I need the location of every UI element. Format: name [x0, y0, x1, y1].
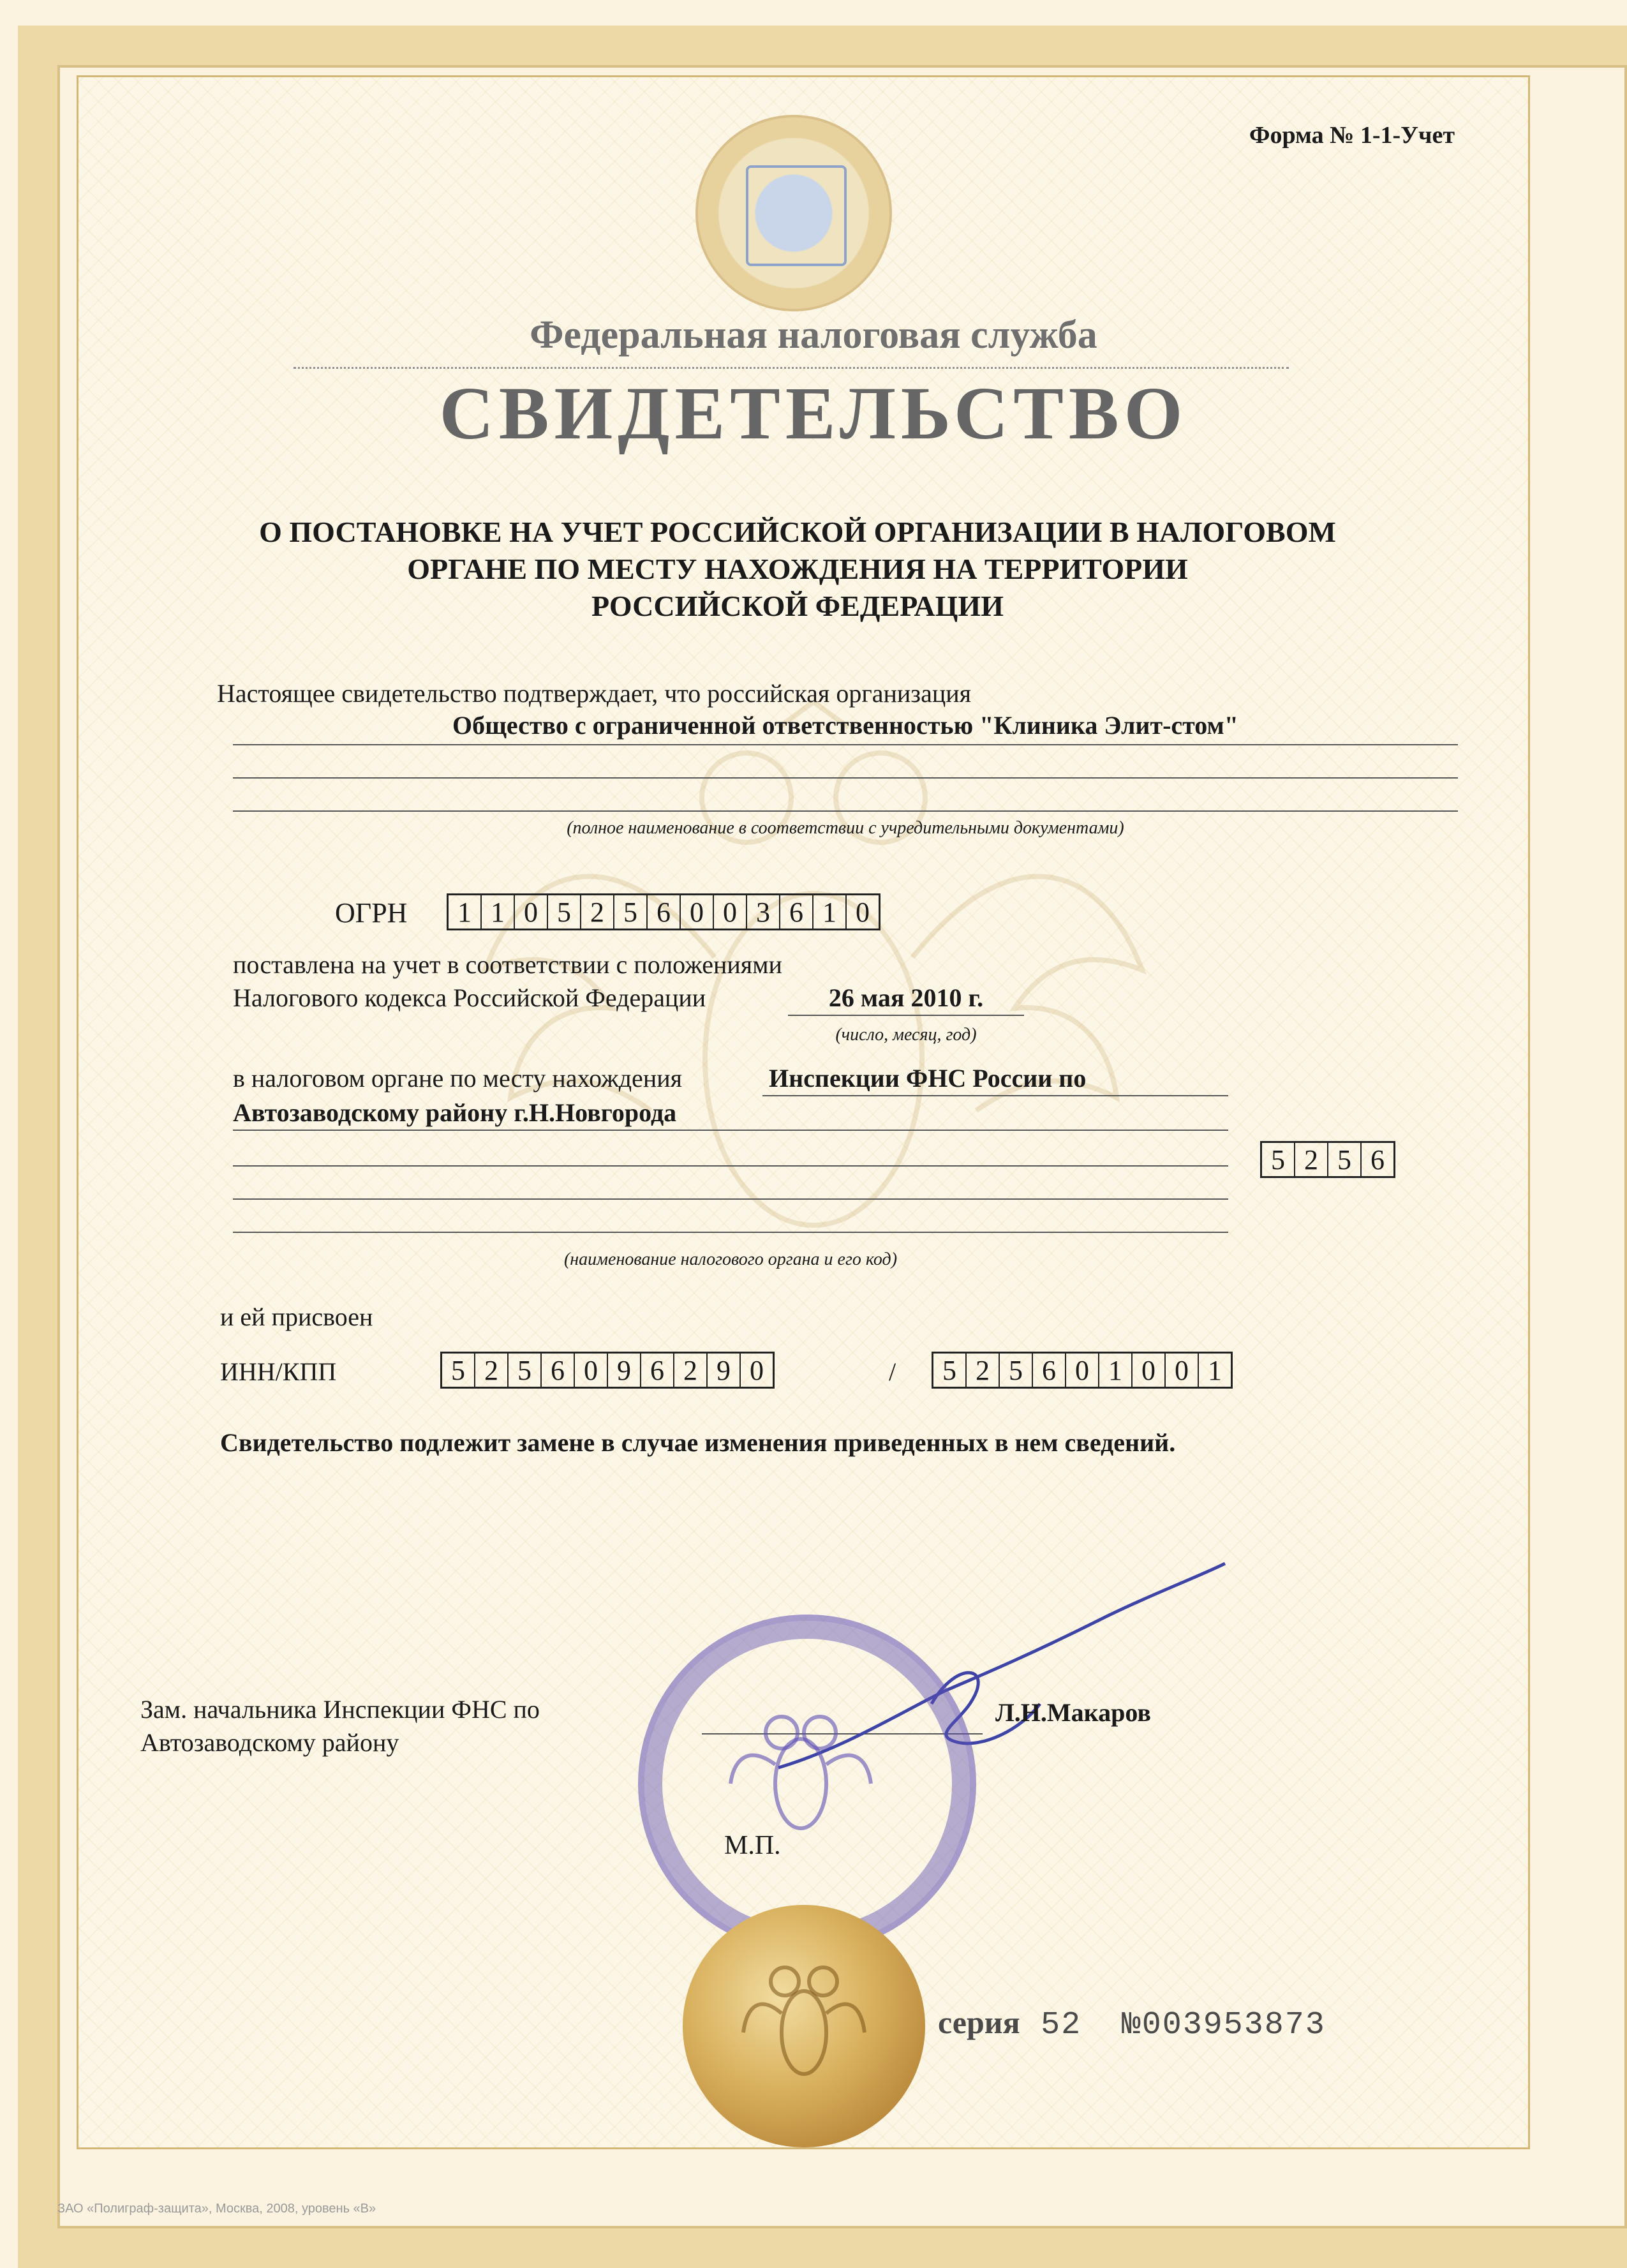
signatory-position-line-1: Зам. начальника Инспекции ФНС по: [140, 1695, 540, 1724]
subtitle-line-2: ОРГАНЕ ПО МЕСТУ НАХОЖДЕНИЯ НА ТЕРРИТОРИИ: [407, 553, 1188, 585]
tax-office-line-1: Инспекции ФНС России по: [769, 1064, 1087, 1093]
inn-kpp-label: ИНН/КПП: [220, 1357, 337, 1386]
org-line-3: [233, 810, 1458, 812]
ogrn-cells: [447, 893, 880, 930]
inn-kpp-separator: /: [889, 1357, 896, 1386]
tax-office-line-2: Автозаводскому району г.Н.Новгорода: [233, 1098, 677, 1127]
subtitle-line-1: О ПОСТАНОВКЕ НА УЧЕТ РОССИЙСКОЙ ОРГАНИЗАЦИИ В НАЛОГОВОМ: [259, 516, 1336, 548]
inn-digit: 9: [608, 1354, 641, 1387]
inn-digit: 0: [750, 1355, 764, 1386]
ogrn-digit: 5: [548, 895, 581, 929]
subtitle-line-3: РОССИЙСКОЙ ФЕДЕРАЦИИ: [591, 590, 1004, 622]
org-name-note: (полное наименование в соответствии с учредительными документами): [567, 818, 1124, 838]
ogrn-digit: 0: [714, 895, 747, 929]
hologram-emblem-icon: [695, 115, 892, 311]
kpp-digit: 2: [967, 1354, 1000, 1387]
tax-office-code-digit: 2: [1295, 1143, 1328, 1176]
org-line-2: [233, 777, 1458, 779]
kpp-digit: 5: [1000, 1354, 1033, 1387]
document-subtitle: [191, 514, 1404, 625]
printer-info: ЗАО «Полиграф-защита», Москва, 2008, уровень «В»: [57, 2202, 376, 2216]
tax-office-code-digit: 5: [1262, 1143, 1295, 1176]
registered-line-1: поставлена на учет в соответствии с положениями: [233, 950, 782, 979]
ogrn-digit: 0: [515, 895, 548, 929]
series-number: [938, 2004, 1326, 2043]
tax-office-underline-4: [233, 1198, 1228, 1200]
kpp-digit: 1: [1208, 1355, 1222, 1386]
certificate-number: №003953873: [1121, 2007, 1326, 2043]
ogrn-label: ОГРН: [335, 897, 408, 929]
kpp-digit: 6: [1033, 1354, 1066, 1387]
registered-line-2: Налогового кодекса Российской Федерации: [233, 983, 706, 1012]
tax-office-underline-5: [233, 1232, 1228, 1233]
date-line: [788, 1015, 1024, 1016]
intro-text: Настоящее свидетельство подтверждает, что российская организация: [217, 679, 972, 708]
replacement-notice: Свидетельство подлежит замене в случае изменения приведенных в нем сведений.: [220, 1428, 1176, 1457]
ogrn-digit: 1: [482, 895, 515, 929]
ogrn-digit: 6: [780, 895, 814, 929]
tax-office-label: в налоговом органе по месту нахождения: [233, 1064, 683, 1093]
inn-digit: 5: [442, 1354, 475, 1387]
inn-digit: 6: [542, 1354, 575, 1387]
inn-digit: 6: [641, 1354, 674, 1387]
tax-office-code-digit: 5: [1328, 1143, 1362, 1176]
kpp-digit: 0: [1166, 1354, 1199, 1387]
date-note: (число, месяц, год): [835, 1025, 977, 1045]
agency-name: Федеральная налоговая служба: [530, 313, 1097, 357]
tax-office-code-cells: [1260, 1141, 1395, 1178]
tax-office-code-digit: 6: [1371, 1144, 1385, 1175]
organization-name: Общество с ограниченной ответственностью "Клиника Элит-стом": [452, 711, 1238, 740]
kpp-digit: 1: [1099, 1354, 1133, 1387]
tax-office-underline-3: [233, 1165, 1228, 1167]
kpp-digit: 0: [1133, 1354, 1166, 1387]
assigned-text: и ей присвоен: [220, 1302, 373, 1331]
document-title: СВИДЕТЕЛЬСТВО: [439, 371, 1188, 455]
ogrn-digit: 6: [648, 895, 681, 929]
inn-cells: [440, 1352, 775, 1389]
series-value: 52: [1041, 2007, 1082, 2043]
kpp-cells: [932, 1352, 1233, 1389]
ogrn-digit: 1: [449, 895, 482, 929]
inn-digit: 5: [509, 1354, 542, 1387]
ogrn-digit: 1: [814, 895, 847, 929]
inn-digit: 9: [708, 1354, 741, 1387]
stamp-place-label: М.П.: [724, 1831, 781, 1860]
kpp-digit: 0: [1066, 1354, 1099, 1387]
signatory-position-line-2: Автозаводскому району: [140, 1728, 399, 1757]
inn-digit: 2: [674, 1354, 708, 1387]
ogrn-digit: 3: [747, 895, 780, 929]
agency-divider: [293, 367, 1289, 369]
eagle-watermark-icon: [447, 702, 1180, 1340]
tax-office-underline-1: [762, 1095, 1228, 1096]
ogrn-digit: 0: [681, 895, 714, 929]
inn-digit: 0: [575, 1354, 608, 1387]
ogrn-digit: 5: [614, 895, 648, 929]
tax-office-underline-2: [233, 1130, 1228, 1131]
signatory-name: Л.Н.Макаров: [995, 1698, 1151, 1727]
tax-office-note: (наименование налогового органа и его код): [563, 1250, 898, 1269]
form-number: Форма № 1-1-Учет: [1249, 122, 1455, 149]
inn-digit: 2: [475, 1354, 509, 1387]
gold-seal-icon: [683, 1905, 925, 2147]
kpp-digit: 5: [933, 1354, 967, 1387]
ogrn-digit: 2: [581, 895, 614, 929]
org-line-1: [233, 744, 1458, 745]
registration-date: 26 мая 2010 г.: [828, 983, 984, 1012]
ogrn-digit: 0: [856, 897, 870, 928]
official-stamp-icon: [638, 1615, 976, 1953]
series-label: серия: [938, 2004, 1020, 2040]
